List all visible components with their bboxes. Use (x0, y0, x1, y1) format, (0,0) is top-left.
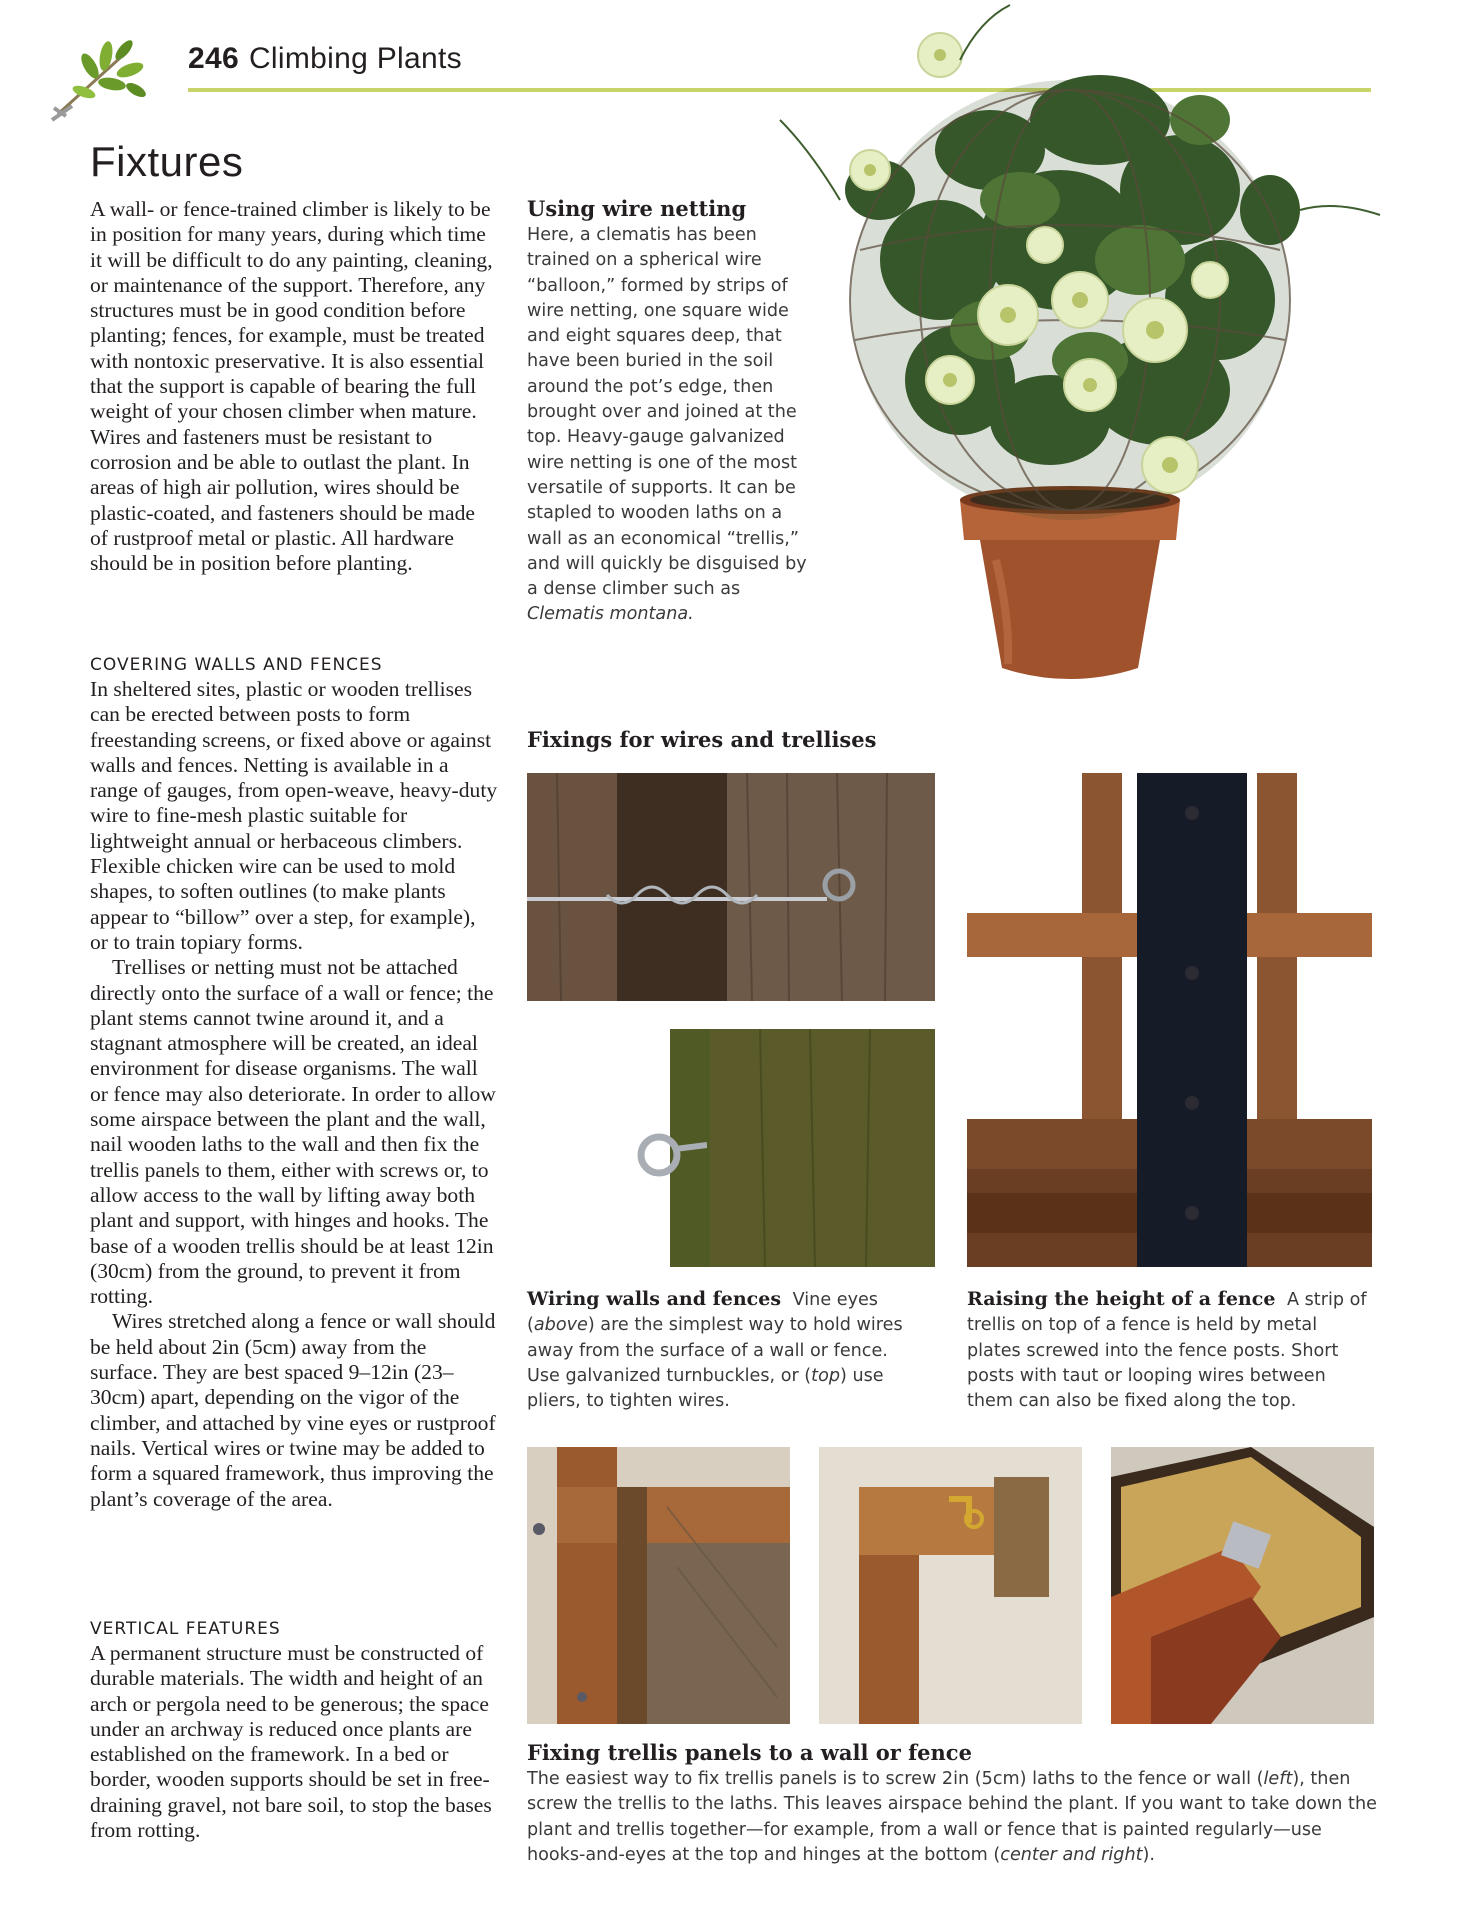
fixings-heading: Fixings for wires and trellises (527, 727, 877, 752)
intro-text-block (90, 197, 498, 576)
running-head (188, 42, 462, 76)
trellis-caption-italic-2: center and right (1000, 1844, 1143, 1865)
vine-eye-photo (670, 1029, 935, 1267)
trellis-caption-text-2: ), then screw the trellis to the laths. This leaves airspace behind the plant. If you want to take down the plant and trellis together—for example, from a wall or fence that is painted regularly—use hooks-and-eyes at the top and hinges at the bottom ( (527, 1769, 1377, 1865)
raising-caption (967, 1287, 1367, 1414)
raising-caption-lead: Raising the height of a fence (967, 1288, 1276, 1310)
clematis-balloon-photo (760, 0, 1420, 690)
vine-eye-ring-icon (627, 1115, 707, 1195)
fence-height-trellis-photo (967, 773, 1372, 1267)
covering-paragraph-3: Wires stretched along a fence or wall should be held about 2in (5cm) away from the surface. They are best spaced 9–12in (23–30cm) apart, depending on the vigor of the climber, and attached by vine eyes or rustproof nails. Vertical wires or twine may be added to form a squared framework, thus improving the plant’s coverage of the area. (90, 1309, 496, 1511)
wiring-caption-text-3: ) use pliers, to tighten wires. (527, 1365, 884, 1412)
leaf-sprig-icon (50, 36, 150, 124)
vertical-heading: VERTICAL FEATURES (90, 1619, 281, 1639)
trellis-hook-eye-photo (819, 1447, 1082, 1724)
page-title: Fixtures (90, 138, 244, 185)
covering-paragraph-1: In sheltered sites, plastic or wooden trellises can be erected between posts to form freestanding screens, or fixed above or against walls and fences. Netting is available in a range of gauges, from open-weave, heavy-duty wire to fine-mesh plastic suitable for lightweight annual or herbaceous climbers. Flexible chicken wire can be used to mold shapes, to soften outlines (to make plants appear to “billow” over a step, for example), or to train topiary forms. (90, 677, 498, 954)
wire-netting-italic: Clematis montana. (527, 604, 694, 625)
page-number: 246 (188, 42, 239, 75)
wiring-caption (527, 1287, 917, 1414)
wire-netting-text: Here, a clematis has been trained on a spherical wire “balloon,” formed by strips of wire netting, one square wide and eight squares deep, that have been buried in the soil around the pot’s edge, then brought over and joined at the top. Heavy-gauge galvanized wire netting is one of the most versatile of supports. It can be stapled to wooden laths on a wall as an economical “trellis,” and will quickly be disguised by a dense climber such as (527, 225, 807, 600)
wiring-caption-italic-2: top (811, 1365, 841, 1386)
trellis-caption-italic-1: left (1263, 1769, 1293, 1789)
wiring-caption-italic-1: above (533, 1315, 588, 1336)
covering-text-block (90, 677, 498, 1512)
wire-turnbuckle-photo (527, 773, 935, 1001)
vertical-text-block (90, 1641, 498, 1843)
covering-paragraph-2: Trellises or netting must not be attached directly onto the surface of a wall or fence; the plant stems cannot twine around it, and a stagnant atmosphere will be created, an ideal environment for disease organisms. The wall or fence may also deteriorate. In order to allow some airspace between the plant and the wall, nail wooden laths to the wall and then fix the trellis panels to them, either with screws or, to allow access to the wall by lifting away both plant and support, with hinges and hooks. The base of a wooden trellis should be at least 12in (30cm) from the ground, to prevent it from rotting. (90, 955, 496, 1309)
trellis-panels-heading: Fixing trellis panels to a wall or fence (527, 1740, 972, 1765)
trellis-laths-photo (527, 1447, 790, 1724)
wiring-caption-text-1: Vine eyes ( (527, 1290, 878, 1336)
trellis-panels-caption (527, 1767, 1377, 1868)
intro-paragraph: A wall- or fence-trained climber is likely to be in position for many years, during which time it will be difficult to do any painting, cleaning, or maintenance of the support. Therefore, any structures must be in good condition before planting; fences, for example, must be treated with nontoxic preservative. It is also essential that the support is capable of bearing the full weight of your chosen climber when mature. Wires and fasteners must be resistant to corrosion and be able to outlast the plant. In areas of high air pollution, wires should be plastic-coated, and fasteners should be made of rustproof metal or plastic. All hardware should be in position before planting. (90, 197, 493, 576)
trellis-hinge-photo (1111, 1447, 1374, 1724)
trellis-caption-text-1: The easiest way to fix trellis panels is to screw 2in (5cm) laths to the fence or wall ( (527, 1769, 1264, 1789)
section-title: Climbing Plants (248, 42, 462, 75)
covering-heading: COVERING WALLS AND FENCES (90, 655, 383, 675)
wire-netting-heading: Using wire netting (527, 196, 747, 221)
wiring-caption-lead: Wiring walls and fences (527, 1288, 782, 1310)
vertical-paragraph-1: A permanent structure must be constructed of durable materials. The width and height of an arch or pergola need to be generous; the space under an archway is reduced once plants are established on the framework. In a bed or border, wooden supports should be set in free-draining gravel, not bare soil, to stop the bases from rotting. (90, 1641, 492, 1843)
wiring-caption-text-2: ) are the simplest way to hold wires away from the surface of a wall or fence. Use galvanized turnbuckles, or ( (527, 1315, 903, 1386)
raising-caption-text: A strip of trellis on top of a fence is held by metal plates screwed into the fence posts. Short posts with taut or looping wires between them can also be fixed along the top. (967, 1290, 1367, 1412)
trellis-caption-text-3: ). (1142, 1844, 1155, 1865)
